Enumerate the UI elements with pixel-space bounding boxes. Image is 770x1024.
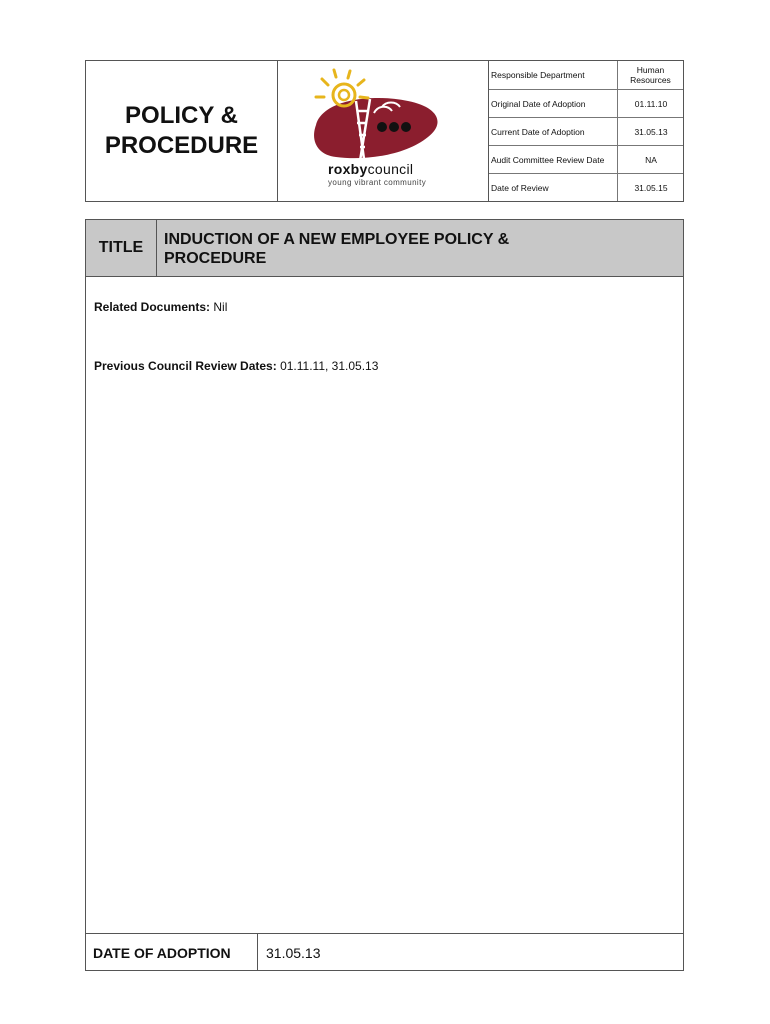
logo-tagline: young vibrant community (328, 178, 427, 187)
meta-row-original-adoption (489, 89, 683, 117)
title-bar (86, 220, 683, 277)
related-documents-label: Related Documents: (94, 300, 211, 314)
policy-header (85, 60, 684, 202)
related-documents-value: Nil (213, 300, 228, 314)
logo-wordmark: roxbycouncil (328, 161, 414, 177)
date-of-adoption-row (86, 933, 683, 971)
logo-dot (389, 122, 399, 132)
previous-review-dates-value: 01.11.11, 31.05.13 (280, 359, 379, 373)
meta-value: Human Resources (617, 61, 683, 89)
meta-row-date-of-review (489, 173, 683, 201)
meta-label: Date of Review (491, 182, 549, 193)
meta-value: NA (617, 146, 684, 173)
meta-value: 31.05.15 (617, 174, 684, 201)
policy-body (85, 219, 684, 971)
title-value: INDUCTION OF A NEW EMPLOYEE POLICY & PROCEDURE (164, 231, 510, 267)
policy-meta-table (489, 61, 683, 201)
title-label: TITLE (86, 220, 157, 276)
meta-label: Audit Committee Review Date (491, 154, 605, 165)
roxby-council-logo (278, 61, 489, 201)
logo-dot (401, 122, 411, 132)
policy-title: POLICY & PROCEDURE (104, 102, 259, 159)
meta-label: Current Date of Adoption (491, 126, 585, 137)
meta-row-department (489, 61, 683, 89)
policy-title-cell (86, 61, 278, 201)
logo-dot (377, 122, 387, 132)
date-of-adoption-label: DATE OF ADOPTION (86, 934, 258, 971)
previous-review-dates-label: Previous Council Review Dates: (94, 359, 277, 373)
meta-label: Original Date of Adoption (491, 98, 586, 109)
meta-label: Responsible Department (491, 70, 585, 80)
meta-value: 31.05.13 (617, 118, 684, 145)
date-of-adoption-value: 31.05.13 (266, 944, 321, 961)
meta-value: 01.11.10 (617, 90, 684, 117)
meta-row-audit-review (489, 145, 683, 173)
logo-maroon-shape (314, 98, 437, 158)
related-documents (94, 300, 227, 314)
meta-row-current-adoption (489, 117, 683, 145)
previous-review-dates (94, 359, 378, 373)
